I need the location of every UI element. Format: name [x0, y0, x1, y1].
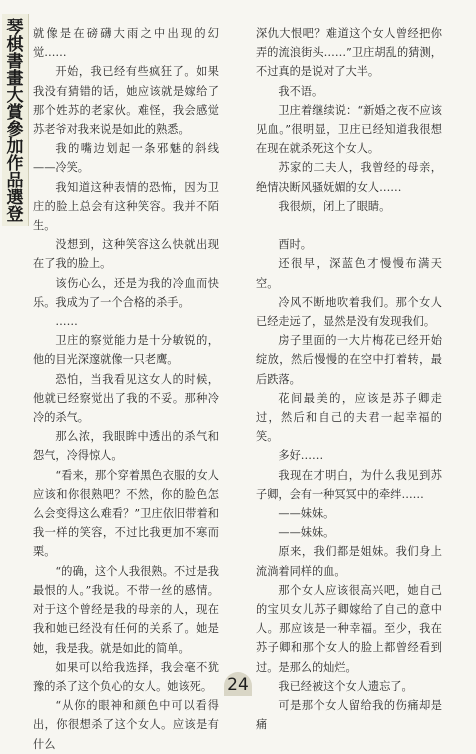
right-text-column [256, 24, 442, 735]
paragraph: 没想到，这种笑容这么快就出现在了我的脸上。 [33, 238, 219, 271]
series-title-glyph: 琴 [6, 18, 24, 38]
paragraph: 如果可以给我选择，我会毫不犹豫的杀了这个负心的女人。她该死。 [33, 660, 219, 693]
paragraph: 开始，我已经有些疯狂了。如果我没有猜错的话，她应该就是嫁给了那个姓苏的老家伙。难怪，我会感觉苏老爷对我来说是如此的熟悉。 [33, 65, 219, 137]
series-title-glyph: 參 [6, 120, 24, 140]
series-title-glyph: 登 [6, 205, 24, 225]
series-title-glyph: 作 [6, 154, 24, 174]
paragraph: 卫庄的察觉能力是十分敏锐的，他的目光深邃就像一只老鹰。 [33, 334, 219, 367]
paragraph: 就像是在磅礴大雨之中出现的幻觉…… [33, 27, 219, 60]
series-title-glyph: 加 [6, 137, 24, 157]
series-title-glyph: 賞 [6, 103, 24, 123]
paragraph: 多好…… [278, 449, 324, 463]
paragraph: 恐怕，当我看见这女人的时候，他就已经察觉出了我的不妥。那种冷冷的杀气。 [33, 372, 219, 425]
paragraph: “的确，这个人我很熟。不过是我最恨的人。”我说。不带一丝的感情。对于这个曾经是我的母亲的人，现在我和她已经没有任何的关系了。她是她，我是我。就是如此的简单。 [33, 564, 219, 655]
paragraph: 那么浓，我眼眸中透出的杀气和怨气，冷得惊人。 [33, 430, 219, 463]
paragraph: 苏家的二夫人，我曾经的母亲，绝情决断风骚妩媚的女人…… [256, 161, 442, 194]
series-title [3, 20, 27, 224]
paragraph: 我现在才明白，为什么我见到苏子卿，会有一种冥冥中的牵绊…… [256, 468, 442, 501]
paragraph: 卫庄着继续说：“新婚之夜不应该见血。”很明显，卫庄已经知道我很想在现在就杀死这个女人。 [256, 103, 442, 156]
paragraph: 酉时。 [278, 238, 312, 252]
paragraph: “看来，那个穿着黑色衣服的女人应该和你很熟吧？不然，你的脸色怎么会变得这么难看？”卫庄依旧带着和我一样的笑容，不过比我更加不寒而栗。 [33, 468, 219, 559]
paragraph: 原来，我们都是姐妹。我们身上流淌着同样的血。 [256, 545, 442, 578]
series-title-glyph: 大 [6, 86, 24, 106]
series-title-glyph: 書 [6, 52, 24, 72]
paragraph: ——妹妹。 [278, 526, 335, 540]
left-text-column [33, 24, 219, 754]
series-spine [0, 0, 30, 698]
series-title-glyph: 畫 [6, 69, 24, 89]
paragraph: 该伤心么，还是为我的冷血而快乐。我成为了一个合格的杀手。 [33, 276, 219, 309]
paragraph: 深仇大恨吧？难道这个女人曾经把你弄的流浪街头……”卫庄胡乱的猜测，不过真的是说对了大半。 [256, 27, 442, 79]
paragraph: 那个女人应该很高兴吧，她自己的宝贝女儿苏子卿嫁给了自己的意中人。那应该是一种幸福。至少，我在苏子卿和那个女人的脸上都曾经看到过。是那么的灿烂。 [256, 583, 442, 674]
paragraph: 可是那个女人留给我的伤痛却是痛 [256, 699, 442, 732]
paragraph: 我的嘴边划起一条邪魅的斜线——冷笑。 [33, 142, 219, 175]
series-title-glyph: 品 [6, 171, 24, 191]
paragraph: 还很早，深蓝色才慢慢布满天空。 [256, 257, 442, 290]
paragraph: …… [55, 315, 78, 329]
series-title-glyph: 選 [6, 188, 24, 208]
paragraph [256, 216, 442, 235]
paragraph: 房子里面的一大片梅花已经开始绽放，然后慢慢的在空中打着转，最后跌落。 [256, 334, 442, 386]
page-number: 24 [224, 672, 252, 696]
paragraph: 我已经被这个女人遗忘了。 [278, 679, 413, 693]
paragraph: 冷风不断地吹着我们。那个女人已经走远了，显然是没有发现我们。 [256, 295, 442, 329]
paragraph: “从你的眼神和颜色中可以看得出，你很想杀了这个女人。应该是有什么 [33, 699, 219, 751]
series-title-glyph: 棋 [6, 35, 24, 55]
paragraph: ——妹妹。 [278, 507, 335, 521]
paragraph: 花间最美的，应该是苏子卿走过，然后和自己的夫君一起幸福的笑。 [256, 391, 442, 444]
paragraph: 我知道这种表情的恐怖，因为卫庄的脸上总会有这种笑容。我并不陌生。 [33, 180, 219, 233]
paragraph: 我很烦，闭上了眼睛。 [278, 199, 391, 213]
paragraph: 我不语。 [278, 84, 324, 98]
